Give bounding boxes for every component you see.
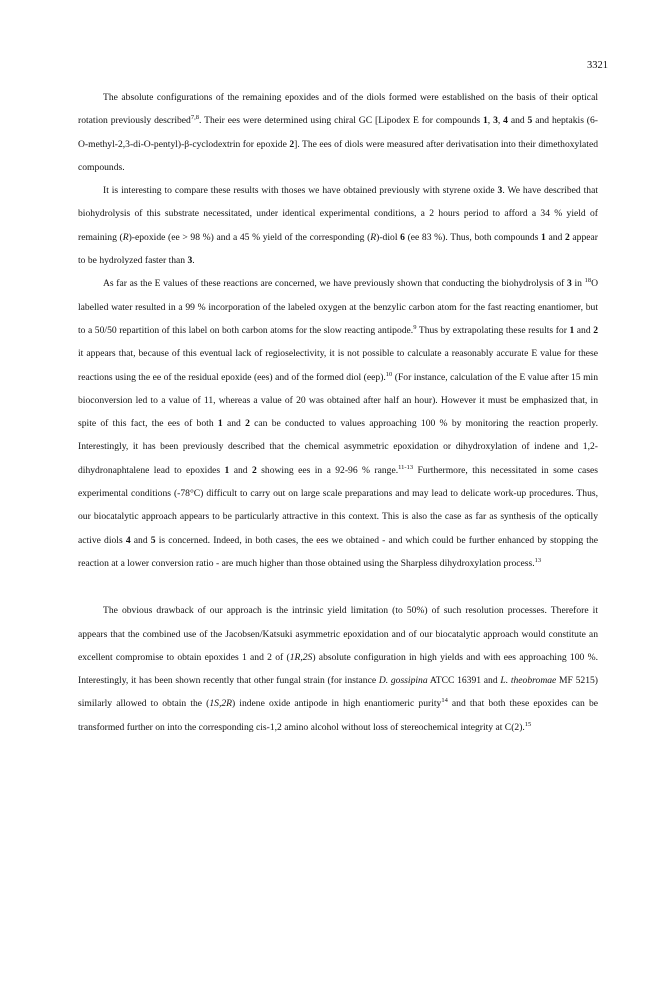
italic-text: D. gossipina xyxy=(378,675,428,687)
text-run: and that both these epoxides can be transformed further on into the corresponding cis-1,2 amino alcohol without loss of stereochemical integrity at C(2). xyxy=(78,698,598,733)
citation-superscript: 9 xyxy=(413,323,417,331)
body-text xyxy=(78,86,598,739)
compound-number: 2 xyxy=(289,138,295,150)
text-run: (ee 83 %). Thus, both compounds xyxy=(404,231,542,243)
text-run: Thus by extrapolating these results for xyxy=(416,324,570,336)
compound-number: 1 xyxy=(482,115,488,127)
text-run: Furthermore, this necessitated in some cases experimental conditions (-78°C) difficult to carry out on large scale preparations and may lead to delicate work-up procedures. Thus, our biocatalytic approach appears to be particularly attractive in this context. This is also the case as far as synthesis of the optically active diols xyxy=(78,464,598,546)
text-run: in xyxy=(571,278,585,290)
italic-text: R xyxy=(122,231,129,243)
text-run: ATCC 16391 and xyxy=(427,675,501,687)
text-run: . xyxy=(192,255,195,267)
compound-number: 6 xyxy=(400,231,405,243)
paragraph-1 xyxy=(78,86,598,179)
compound-number: 3 xyxy=(497,185,503,197)
text-run: , xyxy=(497,115,504,127)
italic-text: 1R,2S xyxy=(289,651,313,663)
text-run: is concerned. Indeed, in both cases, the ees we obtained - and which could be further enhanced by stopping the reaction at a lower conversion ratio - are much higher than those obtained using the Sharpless dihydroxylation process. xyxy=(78,534,598,569)
text-run: and heptakis (6-O-methyl-2,3-di-O-pentyl)-β-cyclodextrin for epoxide xyxy=(78,115,598,150)
citation-superscript: 18 xyxy=(584,277,592,285)
compound-number: 1 xyxy=(224,464,230,476)
citation-superscript: 10 xyxy=(385,370,393,378)
text-run: . We have described that biohydrolysis of this substrate necessitated, under identical experimental conditions, a 2 hours period to afford a 34 % yield of remaining ( xyxy=(78,185,598,243)
text-run: )-diol xyxy=(376,231,401,243)
compound-number: 3 xyxy=(493,115,498,127)
compound-number: 4 xyxy=(503,115,508,127)
text-run: ) absolute configuration in high yields and with ees approaching 100 %. Interestingly, it has been shown recently that other fungal strain (for instance xyxy=(78,651,598,687)
text-run: and xyxy=(130,534,151,546)
text-run: ) indene oxide antipode in high enantiomeric purity xyxy=(232,698,442,710)
italic-text: L. theobromae xyxy=(500,675,557,687)
paragraph-3 xyxy=(78,272,598,575)
text-run: and xyxy=(545,231,565,243)
text-run: appear to be hydrolyzed faster than xyxy=(78,231,598,267)
citation-superscript: 7,8 xyxy=(190,114,199,122)
italic-text: 1S,2R xyxy=(209,698,232,710)
compound-number: 1 xyxy=(541,231,546,243)
paragraph-4 xyxy=(78,599,598,739)
text-run: can be conducted to values approaching 100 % by monitoring the reaction properly. Interestingly, it has been previously described that the chemical asymmetric epoxidation or dihydroxylation of indene and 1,2-dihydronaphtalene lead to epoxides xyxy=(78,418,598,476)
text-run: )-epoxide (ee > 98 %) and a 45 % yield of the corresponding ( xyxy=(128,231,371,243)
text-run: (For instance, calculation of the E value after 15 min bioconversion led to a value of 11, whereas a value of 20 was obtained after half an hour). However it must be emphasized that, in spite of this fact, the ees of both xyxy=(78,371,598,430)
text-run: it appears that, because of this eventual lack of regioselectivity, it is not possible to calculate a reasonably accurate E value for these reactions using the ee of the residual epoxide (ees) and of the formed diol (eep). xyxy=(78,348,598,383)
text-run: As far as the E values of these reactions are concerned, we have previously shown that conducting the biohydrolysis of xyxy=(103,278,568,290)
text-run: and xyxy=(507,115,528,127)
compound-number: 1 xyxy=(217,418,223,430)
compound-number: 4 xyxy=(125,534,131,546)
compound-number: 3 xyxy=(567,278,572,290)
compound-number: 5 xyxy=(150,534,156,546)
text-run: and xyxy=(222,418,246,430)
compound-number: 1 xyxy=(569,324,575,336)
text-run: and xyxy=(229,464,252,476)
paragraph-2 xyxy=(78,179,598,272)
text-run: . Their ees were determined using chiral GC [Lipodex E for compounds xyxy=(198,115,483,127)
compound-number: 2 xyxy=(593,324,598,336)
compound-number: 3 xyxy=(187,255,193,267)
text-run: and xyxy=(574,324,594,336)
text-run: O labelled water resulted in a 99 % incorporation of the labeled oxygen at the benzylic carbon atom for the fast reacting enantiomer, but to a 50/50 repartition of this label on both carbon atoms for the slow reacting antipode. xyxy=(78,278,599,336)
citation-superscript: 13 xyxy=(534,556,542,564)
italic-text: R xyxy=(370,231,377,243)
citation-superscript: 14 xyxy=(441,697,448,705)
citation-superscript: 11-13 xyxy=(398,463,414,471)
paragraph-gap xyxy=(78,575,598,599)
text-run: showing ees in a 92-96 % range. xyxy=(256,464,399,476)
text-run: , xyxy=(487,115,494,127)
citation-superscript: 15 xyxy=(524,720,532,728)
compound-number: 2 xyxy=(251,464,257,476)
text-run: The obvious drawback of our approach is the intrinsic yield limitation (to 50%) of such resolution processes. Therefore it appears that the combined use of the Jacobsen/Katsuki asymmetric epoxidation and of our biocatalytic approach would constitute an excellent compromise to obtain epoxides 1 and 2 of ( xyxy=(78,605,598,663)
compound-number: 2 xyxy=(564,231,570,243)
text-run: The absolute configurations of the remaining epoxides and of the diols formed were established on the basis of their optical rotation previously described xyxy=(78,92,598,127)
text-run: MF 5215) similarly allowed to obtain the ( xyxy=(78,675,598,710)
text-run: ]. The ees of diols were measured after derivatisation into their dimethoxylated compounds. xyxy=(78,138,598,173)
page-number: 3321 xyxy=(587,60,608,71)
text-run: It is interesting to compare these results with thoses we have obtained previously with styrene oxide xyxy=(103,185,498,197)
compound-number: 2 xyxy=(245,418,250,430)
compound-number: 5 xyxy=(527,115,533,127)
